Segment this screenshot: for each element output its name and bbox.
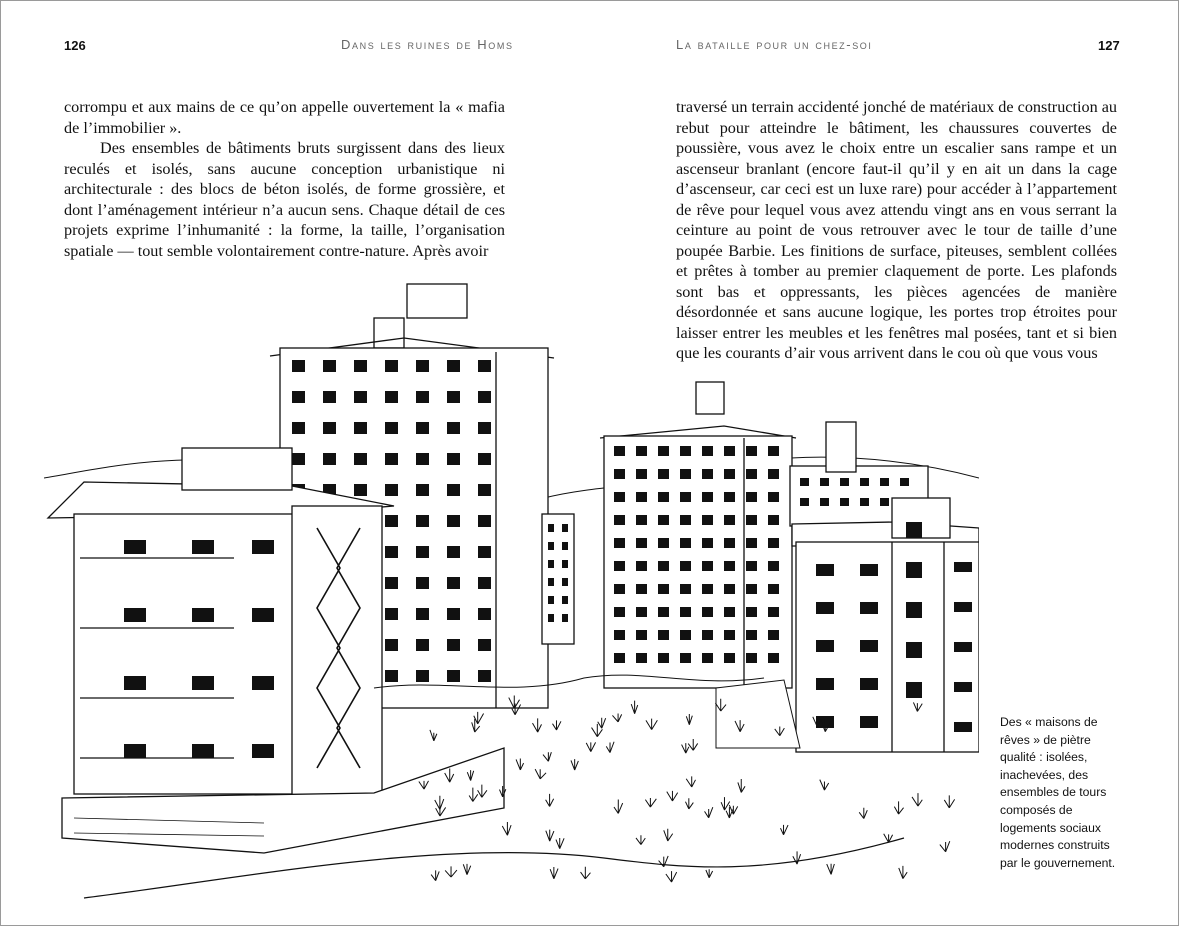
left-running-head: Dans les ruines de Homs — [341, 37, 514, 52]
left-body-text — [64, 97, 505, 261]
right-paragraph-1: traversé un terrain accidenté jonché de matériaux de construction au rebut pour atteindre le bâtiment, les chaussures couvertes de poussière, vous avez le choix entre un escalier sans rampe et un ascenseur branlant (encore faut-il qu’il y en ait un dans la cage d’ascenseur, car ceci est un luxe rare) pour accéder à l’appartement de rêve pour lequel vous avez attendu vingt ans en vous serrant la ceinture au point de vous retrouver avec le tour de taille d’une poupée Barbie. Les finitions de surface, piteuses, semblent collées et prêtes à tomber au premier claquement de porte. Les plafonds sont bas et oppressants, les pièces agencées de manière désordonnée et sans aucune logique, les portes trop étroites pour laisser entrer les meubles et les fenêtres mal posées, tant et si bien que les courants d’air vous arrivent dans le cou où que vous vous — [676, 98, 1117, 362]
illustration-caption: Des « maisons de rêves » de piètre qualité : isolées, inachevées, des ensembles de tours composés de logements sociaux modernes construits par le gouvernement. — [1000, 715, 1116, 870]
buildings-illustration — [44, 278, 979, 908]
right-running-head: La bataille pour un chez-soi — [676, 37, 873, 52]
mid-tower — [600, 382, 796, 688]
left-low-block — [48, 448, 394, 798]
left-page-number: 126 — [64, 38, 86, 53]
left-paragraph-1: corrompu et aux mains de ce qu’on appelle ouvertement la « mafia de l’immobilier ». — [64, 98, 505, 137]
left-paragraph-2: Des ensembles de bâtiments bruts surgissent dans des lieux reculés et isolés, sans aucune conception urbanistique ni architecturale : des blocs de béton isolés, de forme grossière, et dont l’aménagement intérieur n’a aucun sens. Chaque détail de ces projets exprime l’inhumanité : la forme, la taille, l’organisation spatiale — tout semble volontairement contre-nature. Après avoir — [64, 139, 505, 260]
right-page-number: 127 — [1098, 38, 1120, 53]
right-low-block — [792, 498, 979, 752]
